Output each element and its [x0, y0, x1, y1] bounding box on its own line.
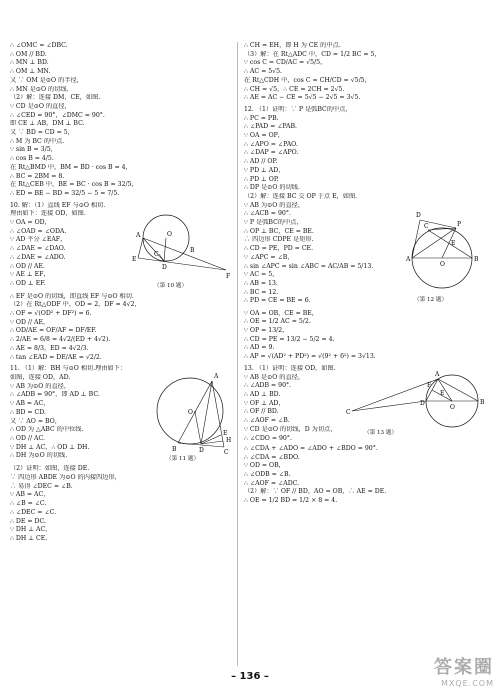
- text-line: ∵ AB 为⊙O 的直径，: [244, 201, 305, 209]
- text-line: ∴ OD // AC.: [10, 434, 45, 442]
- text-line: ∴ AB = 13.: [244, 279, 278, 287]
- text-line: ∴ CD = PE，PD = CE.: [244, 245, 314, 253]
- point-label: P: [457, 220, 462, 228]
- figure-10: [118, 204, 233, 291]
- text-line: ∴ ED = BE − BD = 32/5 − 5 = 7/5.: [10, 189, 120, 197]
- point-label: C: [424, 222, 429, 230]
- text-line: ∴ OP ⊥ BC，CE = BE.: [244, 227, 314, 235]
- point-label: A: [214, 373, 219, 381]
- text-line: ∴ tan ∠EAD = DE/AE = √2/2.: [10, 353, 102, 361]
- text-line: ∴ OE = 1/2 BD = 1/2 × 8 = 4.: [244, 497, 338, 505]
- text-line: ∴ PD = CE = BE = 6.: [244, 297, 311, 305]
- text-line: ∴ DE = DC.: [10, 517, 46, 525]
- text-line: ∴ ∠DAE = ∠ADO.: [10, 253, 66, 261]
- text-line: ∴ OM // BD.: [10, 50, 47, 58]
- text-line: ∴ BC = 12.: [244, 288, 279, 296]
- text-line: ∴ OF = √(OD² + DF²) = 6.: [10, 310, 92, 318]
- text-line: 在 Rt△BMD 中，BM = BD · cos B = 4，: [10, 163, 132, 171]
- text-line: ∴ ∠ODB = ∠B.: [244, 470, 291, 478]
- text-line: ∵ ∠APC = ∠B，: [244, 253, 294, 261]
- q13-block: [244, 365, 490, 445]
- text-line: ∴ DH 为⊙O 的切线.: [10, 452, 68, 460]
- point-label: O: [167, 230, 172, 238]
- text-line: （2）解：连接 BC 交 OP 于点 E，如图.: [244, 192, 358, 200]
- point-label: F: [226, 272, 231, 280]
- point-label: O: [188, 409, 193, 417]
- text-line: 理由如下：连接 OD，如图.: [10, 210, 86, 218]
- text-line: （2）解：连接 DM，CE，如图.: [10, 94, 101, 102]
- text-line: ∴ ∠CDO = 90°.: [244, 434, 292, 442]
- text-line: ∴ ∠AOF = ∠ADC.: [244, 479, 300, 487]
- text-line: ∴ AE = 8/3，ED = 4√2/3.: [10, 344, 89, 352]
- text-line: ∵ DH ⊥ AC，∴ OD ⊥ DH.: [10, 443, 90, 451]
- text-line: ∵ DH ⊥ AC，: [10, 526, 52, 534]
- q12-block: [244, 202, 490, 310]
- text-line: ∴ MN 是⊙O 的切线.: [10, 85, 69, 93]
- text-line: ∴ ∠DEC = ∠C.: [10, 508, 57, 516]
- point-label: C: [346, 408, 351, 416]
- point-label: B: [190, 246, 195, 254]
- text-line: ∵ cos C = CD/AC = √5/5，: [244, 59, 327, 67]
- text-line: ∴ ∠B = ∠C.: [10, 500, 47, 508]
- point-label: D: [420, 399, 425, 407]
- figure-12-diagram: [394, 204, 490, 300]
- point-label: C: [224, 449, 229, 456]
- figure-11: [150, 367, 233, 463]
- point-label: B: [172, 446, 177, 454]
- text-line: ∴ ∠ADB = 90°，即 AD ⊥ BC.: [10, 391, 100, 399]
- text-line: ∴ cos B = 4/5.: [10, 155, 54, 163]
- text-line: 13. （1）证明：连接 OD，如图.: [244, 364, 336, 372]
- column-divider: [237, 42, 238, 666]
- left-column: [10, 42, 233, 544]
- text-line: ∴ 2/AE = 6/8 = 4√2/(ED + 4√2).: [10, 336, 111, 344]
- text-line: ∴ OD ⊥ EF.: [10, 279, 46, 287]
- text-line: ∵ OA = OD，: [10, 219, 51, 227]
- text-line: ∵ AC = 5，: [244, 271, 279, 279]
- text-line: ∵ CD 是⊙O 的切线，D 为切点，: [244, 425, 337, 433]
- text-line: ∴ ∠DAE = ∠DAO.: [10, 245, 66, 253]
- text-line: 11. （1）解：BH 与⊙O 相切.理由如下：: [10, 365, 127, 373]
- text-line: ∴ 易得 ∠DEC = ∠B.: [10, 482, 73, 490]
- text-line: ∵ AB 为⊙O 的直径，: [10, 382, 71, 390]
- text-line: （2）解：∵ OF // BD，AO = OB，∴ AE = DE.: [244, 488, 387, 496]
- point-label: B: [480, 398, 485, 406]
- figure-12: [394, 204, 490, 308]
- text-line: ∵ AB = AC，: [10, 400, 50, 408]
- text-line: ∵ OD // AE，: [10, 318, 50, 326]
- watermark-text: 答案圈: [434, 657, 494, 678]
- text-line: ∴ BC = 2BM = 8.: [10, 172, 65, 180]
- point-label: B: [474, 255, 479, 263]
- text-line: ∵ PD ⊥ AD，: [244, 166, 285, 174]
- figure-caption: （第 13 题）: [364, 429, 398, 436]
- text-line: ∴ OM ⊥ MN.: [10, 68, 51, 76]
- text-line: 又 ∵ BD = CD = 5，: [10, 129, 74, 137]
- figure-caption: （第 11 题）: [166, 456, 200, 463]
- point-label: O: [440, 260, 445, 268]
- text-line: ∴ DH ⊥ CE.: [10, 534, 48, 542]
- point-label: D: [416, 211, 421, 219]
- text-line: ∴ OD 为 △ABC 的中位线.: [10, 426, 84, 434]
- watermark-site: MXQE.COM: [440, 679, 494, 688]
- text-line: ∵ AB = AC，: [10, 491, 50, 499]
- text-line: ∴ CH = √5，∴ CE = 2CH = 2√5.: [244, 85, 345, 93]
- text-line: ∵ OP = 13/2，: [244, 327, 289, 335]
- point-label: O: [450, 403, 455, 411]
- text-line: （2）在 Rt△ODF 中，OD = 2，DF = 4√2，: [10, 301, 141, 309]
- text-line: ∴ ∠OAD = ∠ODA.: [10, 227, 67, 235]
- text-line: 即 CE ⊥ AB，DM ⊥ BC.: [10, 120, 85, 128]
- point-label: E: [223, 430, 228, 438]
- text-line: ∵ AB 是⊙O 的直径，: [244, 373, 305, 381]
- text-line: ∴ AD // OP.: [244, 158, 278, 166]
- point-label: D: [162, 263, 167, 271]
- text-line: ∴ ∠CED = 90°，∠DMC = 90°.: [10, 111, 105, 119]
- text-line: 如图，连接 OD，AD.: [10, 373, 71, 381]
- text-line: ∴ AP = √(AD² + PD²) = √(9² + 6²) = 3√13.: [244, 353, 376, 361]
- text-line: 又 ∵ AO = BO，: [10, 417, 61, 425]
- text-line: ∵ OA = OP，: [244, 132, 284, 140]
- figure-13: [344, 367, 490, 443]
- text-line: ∵ CD 是⊙O 的直径，: [10, 102, 71, 110]
- point-label: A: [136, 231, 141, 239]
- text-line: ∵ 四边形 ABDE 为⊙O 的内接四边形，: [10, 473, 121, 481]
- text-line: ∴ OE = 1/2 AC = 5/2.: [244, 318, 311, 326]
- text-line: ∵ OD = OB，: [244, 462, 285, 470]
- text-line: 12. （1）证明：∵ P 是弧BC的中点，: [244, 105, 352, 113]
- text-line: ∴ AD = 9.: [244, 344, 275, 352]
- text-line: ∴ M 为 BC 的中点.: [10, 137, 65, 145]
- text-line: ∴ CH = EH，即 H 为 CE 的中点.: [244, 42, 341, 49]
- text-line: ∴ ∠CDA + ∠ADO = ∠ADO + ∠BDO = 90°.: [244, 444, 378, 452]
- text-line: ∴ CD = PE = 13/2 − 5/2 = 4.: [244, 335, 335, 343]
- point-label: E: [440, 389, 445, 397]
- text-line: ∴ AD ⊥ BD.: [244, 390, 281, 398]
- text-line: ∵ sin B = 3/5，: [10, 146, 57, 154]
- text-line: ∵ AD 平分 ∠EAF，: [10, 236, 67, 244]
- text-line: ∵ P 是弧BC的中点，: [244, 219, 303, 227]
- page-number: – 136 –: [231, 671, 269, 682]
- figure-13-diagram: [344, 367, 490, 433]
- text-line: ∴ ∠APO = ∠PAO.: [244, 140, 298, 148]
- text-line: ∴ OD/AE = OF/AF = DF/EF.: [10, 327, 97, 335]
- text-line: ∴ PC = PB.: [244, 114, 279, 122]
- text-line: ∴ ∠OMC = ∠DBC.: [10, 42, 68, 49]
- text-line: ∴ sin ∠APC = sin ∠ABC = AC/AB = 5/13.: [244, 262, 374, 270]
- text-line: ∴ ∠PAD = ∠PAB.: [244, 123, 297, 131]
- text-line: 在 Rt△CDH 中，cos C = CH/CD = √5/5，: [244, 76, 371, 84]
- text-line: ∵ OF ⊥ AD，: [244, 399, 285, 407]
- text-line: ∴ OF // BD.: [244, 408, 279, 416]
- figure-caption: （第 12 题）: [414, 296, 448, 303]
- point-label: E: [451, 239, 456, 247]
- text-line: 在 Rt△CEB 中，BE = BC · cos B = 32/5，: [10, 181, 138, 189]
- figure-10-diagram: [118, 204, 233, 284]
- point-label: C: [154, 250, 159, 258]
- text-line: ∴ OD // AE.: [10, 262, 45, 270]
- text-line: ∴ BD = CD.: [10, 408, 46, 416]
- right-column: [244, 42, 490, 506]
- text-line: ∴ EF 是⊙O 的切线，即直线 EF 与⊙O 相切.: [10, 292, 134, 300]
- point-label: H: [226, 437, 232, 445]
- text-line: ∴ AC = 5√5.: [244, 68, 283, 76]
- text-line: （2）证明：如图，连接 DE.: [10, 465, 90, 473]
- point-label: A: [435, 370, 440, 378]
- text-line: ∴ ∠DAP = ∠APO.: [244, 149, 299, 157]
- text-line: ∴ ∠ACB = 90°.: [244, 210, 291, 218]
- watermark-logo: [434, 653, 494, 688]
- text-line: ∴ ∠ADB = 90°.: [244, 382, 292, 390]
- figure-caption: （第 10 题）: [154, 282, 188, 289]
- figure-11-diagram: [150, 367, 233, 455]
- text-line: ∴ PD ⊥ OP.: [244, 175, 279, 183]
- point-label: F: [427, 381, 432, 389]
- q11-block: [10, 365, 233, 465]
- text-line: （3）解：在 Rt△ADC 中，CD = 1/2 BC = 5，: [244, 50, 381, 58]
- text-line: 又 ∵ OM 是⊙O 的半径，: [10, 76, 83, 84]
- point-label: D: [199, 447, 204, 455]
- text-line: ∴ DP 是⊙O 的切线.: [244, 184, 300, 192]
- text-line: ∵ AE ⊥ EF，: [10, 271, 50, 279]
- text-line: ∴ ∠CDA = ∠BDO.: [244, 453, 300, 461]
- text-line: ∴ ∠AOF = ∠B.: [244, 417, 290, 425]
- text-line: ∴ MN ⊥ BD.: [10, 59, 49, 67]
- point-label: E: [132, 255, 137, 263]
- text-line: ∴ AE = AC − CE = 5√5 − 2√5 = 3√5.: [244, 94, 361, 102]
- q10-block: [10, 202, 233, 293]
- text-line: ∴ 四边形 CDPE 是矩形.: [244, 236, 314, 244]
- text-line: 10. 解：（1）直线 EF 与⊙O 相切.: [10, 201, 106, 209]
- text-line: ∵ OA = OB，CE = BE，: [244, 309, 318, 317]
- point-label: A: [406, 255, 411, 263]
